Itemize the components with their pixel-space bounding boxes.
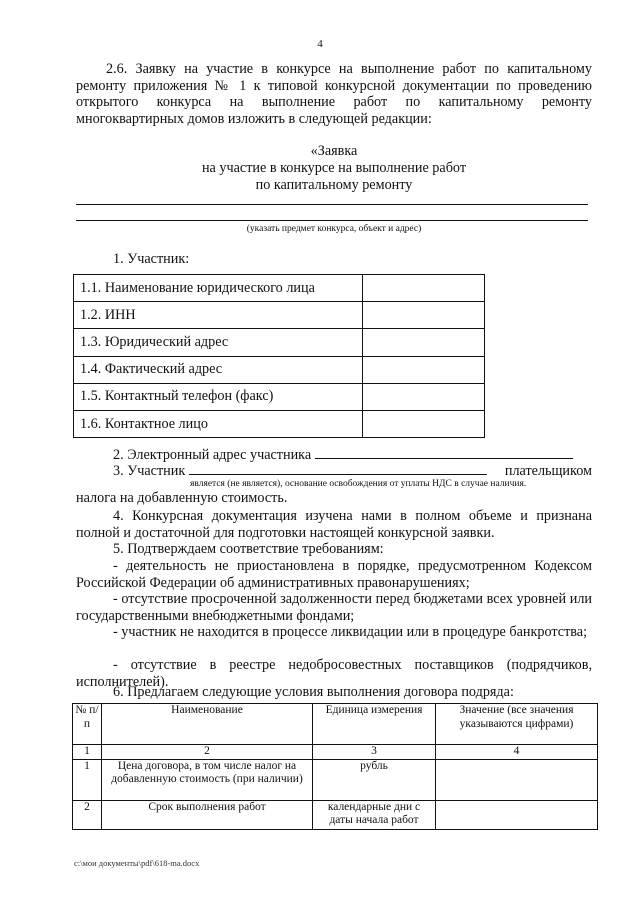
- table-cell-value: [363, 275, 485, 302]
- requirement-3: - участник не находится в процессе ликвидации или в процедуре банкротства;: [113, 624, 588, 640]
- table-row: [73, 800, 598, 829]
- file-path-footer: c:\мои документы\pdf\618-ma.docx: [74, 858, 200, 868]
- item-5: 5. Подтверждаем соответствие требованиям:: [113, 541, 384, 557]
- conditions-table: [72, 703, 598, 830]
- header-unit: Единица измерения: [313, 704, 436, 745]
- header-number: № п/п: [73, 704, 102, 745]
- heading-line-1: «Заявка: [310, 143, 358, 159]
- table-cell-value: [363, 410, 485, 437]
- row-number: 1: [73, 759, 102, 800]
- table-cell-label: 1.6. Контактное лицо: [74, 410, 363, 437]
- table-row: [74, 356, 485, 383]
- table-cell-value: [363, 329, 485, 356]
- table-cell-value: [363, 356, 485, 383]
- subject-line-2: [76, 220, 588, 221]
- table-cell-value: [363, 383, 485, 410]
- item-2-label: 2. Электронный адрес участника: [113, 447, 312, 463]
- table-cell-label: 1.2. ИНН: [74, 302, 363, 329]
- item-3-tail: налога на добавленную стоимость.: [76, 490, 288, 506]
- requirement-2: - отсутствие просроченной задолженности перед бюджетами всех уровней или государственными внебюджетными фондами;: [76, 591, 592, 624]
- table-numbering-row: [73, 745, 598, 760]
- subject-line-1: [76, 204, 588, 205]
- column-number: 2: [102, 745, 313, 760]
- row-number: 2: [73, 800, 102, 829]
- item-3: [113, 463, 592, 480]
- heading-line-2: на участие в конкурсе на выполнение работ: [201, 160, 467, 176]
- table-row: [74, 275, 485, 302]
- table-row: [74, 383, 485, 410]
- header-value: Значение (все значения указываются цифрами): [436, 704, 598, 745]
- row-unit: календарные дни с даты начала работ: [313, 800, 436, 829]
- table-cell-value: [363, 302, 485, 329]
- requirement-1: - деятельность не приостановлена в порядке, предусмотренном Кодексом Российской Федерации об административных правонарушениях;: [76, 558, 592, 591]
- table-row: [74, 302, 485, 329]
- page-number: 4: [317, 38, 323, 50]
- item-3-right-label: плательщиком: [504, 463, 592, 479]
- section-1-title: 1. Участник:: [113, 251, 190, 267]
- table-cell-label: 1.3. Юридический адрес: [74, 329, 363, 356]
- table-cell-label: 1.4. Фактический адрес: [74, 356, 363, 383]
- participant-table: [73, 274, 485, 438]
- item-3-label: 3. Участник: [113, 463, 186, 479]
- row-unit: рубль: [313, 759, 436, 800]
- column-number: 3: [313, 745, 436, 760]
- row-value: [436, 800, 598, 829]
- item-2: [113, 447, 573, 464]
- column-number: 1: [73, 745, 102, 760]
- email-blank-line: [315, 458, 573, 459]
- row-value: [436, 759, 598, 800]
- column-number: 4: [436, 745, 598, 760]
- row-name: Цена договора, в том числе налог на добавленную стоимость (при наличии): [102, 759, 313, 800]
- table-row: [74, 410, 485, 437]
- vat-blank-line: [189, 474, 487, 475]
- item-3-hint: является (не является), основание освобождения от уплаты НДС в случае наличия.: [190, 479, 527, 489]
- item-6: 6. Предлагаем следующие условия выполнения договора подряда:: [113, 684, 514, 700]
- table-cell-label: 1.5. Контактный телефон (факс): [74, 383, 363, 410]
- subject-hint: (указать предмет конкурса, объект и адрес): [246, 224, 422, 234]
- row-name: Срок выполнения работ: [102, 800, 313, 829]
- heading-line-3: по капитальному ремонту: [255, 177, 413, 193]
- table-cell-label: 1.1. Наименование юридического лица: [74, 275, 363, 302]
- table-header-row: [73, 704, 598, 745]
- item-4: 4. Конкурсная документация изучена нами в полном объеме и признана полной и достаточной для подготовки настоящей конкурсной заявки.: [76, 508, 592, 541]
- table-row: [73, 759, 598, 800]
- header-name: Наименование: [102, 704, 313, 745]
- requirement-4: - отсутствие в реестре недобросовестных поставщиков (подрядчиков, исполнителей).: [76, 657, 592, 690]
- intro-paragraph: 2.6. Заявку на участие в конкурсе на выполнение работ по капитальному ремонту приложения № 1 к типовой конкурсной документации по проведению открытого конкурса на выполнение работ по капитальному ремонту многоквартирных домов изложить в следующей редакции:: [76, 61, 592, 127]
- table-row: [74, 329, 485, 356]
